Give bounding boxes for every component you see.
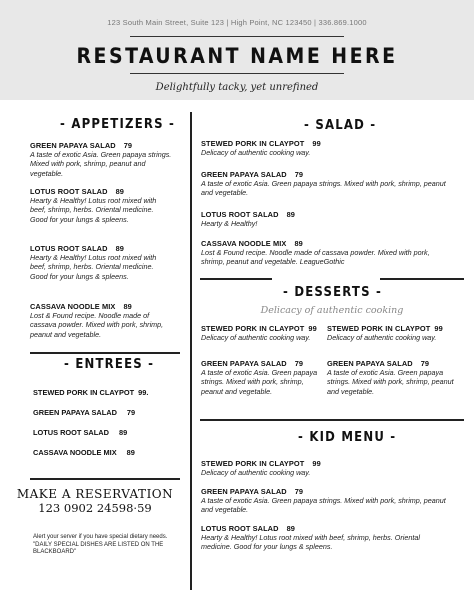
item-price: 89 bbox=[115, 187, 124, 196]
appetizer-item bbox=[30, 187, 170, 224]
entrees-heading: - ENTREES - bbox=[64, 357, 155, 372]
item-name: STEWED PORK IN CLAYPOT bbox=[327, 324, 431, 333]
item-price: 79 bbox=[294, 170, 304, 179]
appetizer-item bbox=[30, 302, 170, 339]
item-name: CASSAVA NOODLE MIX bbox=[30, 302, 116, 311]
item-desc: Delicacy of authentic cooking way. bbox=[201, 333, 311, 343]
entree-item bbox=[33, 388, 148, 397]
header-rule-top bbox=[130, 36, 344, 37]
item-name: STEWED PORK IN CLAYPOT bbox=[201, 459, 305, 468]
kid-menu-rule bbox=[200, 419, 464, 421]
entrees-rule bbox=[30, 352, 180, 354]
item-desc: Lost & Found recipe. Noodle made of cassava powder. Mixed with pork, shrimp, peanut and vegetable. LeagueGothic bbox=[201, 248, 430, 267]
item-price: 79 bbox=[420, 359, 430, 368]
salad-heading: - SALAD - bbox=[304, 118, 377, 133]
dessert-item bbox=[327, 359, 455, 396]
desserts-subtitle: Delicacy of authentic cooking bbox=[260, 305, 404, 316]
item-price: 79 bbox=[294, 359, 304, 368]
item-name: GREEN PAPAYA SALAD bbox=[201, 170, 287, 179]
item-desc: Delicacy of authentic cooking way. bbox=[201, 148, 311, 158]
item-name: STEWED PORK IN CLAYPOT bbox=[33, 388, 135, 397]
item-price: 89 bbox=[286, 524, 295, 533]
item-price: 99 bbox=[312, 139, 321, 148]
kid-menu-item bbox=[201, 459, 451, 477]
entree-item bbox=[33, 408, 135, 417]
restaurant-name: RESTAURANT NAME HERE bbox=[76, 44, 398, 68]
item-name: CASSAVA NOODLE MIX bbox=[33, 448, 117, 457]
item-name: STEWED PORK IN CLAYPOT bbox=[201, 324, 305, 333]
item-price: 99 bbox=[312, 459, 321, 468]
item-name: LOTUS ROOT SALAD bbox=[30, 187, 108, 196]
item-name: GREEN PAPAYA SALAD bbox=[30, 141, 116, 150]
item-price: 79 bbox=[294, 487, 304, 496]
desserts-rule-right bbox=[380, 278, 464, 280]
desserts-heading: - DESSERTS - bbox=[283, 285, 383, 300]
item-desc: Hearty & Healthy! bbox=[201, 219, 258, 229]
salad-item bbox=[201, 210, 451, 228]
item-desc: A taste of exotic Asia. Green papaya strings. Mixed with pork, shrimp, peanut and vegetable. bbox=[30, 150, 172, 178]
item-name: LOTUS ROOT SALAD bbox=[33, 428, 109, 437]
item-desc: A taste of exotic Asia. Green papaya strings. Mixed with pork, shrimp, peanut and vegetable. bbox=[327, 368, 454, 396]
dessert-item bbox=[201, 324, 323, 342]
item-price: 99 bbox=[308, 324, 317, 333]
salad-item bbox=[201, 139, 451, 157]
item-price: 79 bbox=[126, 408, 136, 417]
kid-menu-item bbox=[201, 524, 451, 552]
dessert-item bbox=[327, 324, 457, 342]
item-price: 89 bbox=[123, 302, 132, 311]
item-price: 99. bbox=[138, 388, 149, 397]
kid-menu-heading: - KID MENU - bbox=[298, 430, 397, 445]
salad-item bbox=[201, 170, 453, 198]
item-desc: A taste of exotic Asia. Green papaya strings. Mixed with pork, shrimp, peanut and vegetable. bbox=[201, 179, 446, 198]
item-desc: Hearty & Healthy! Lotus root mixed with beef, shrimp, herbs. Oriental medicine. Good for your lungs & spleens. bbox=[30, 196, 157, 224]
item-price: 99 bbox=[434, 324, 443, 333]
item-desc: Hearty & Healthy! Lotus root mixed with beef, shrimp, herbs. Oriental medicine. Good for your lungs & spleens. bbox=[30, 253, 157, 281]
contact-info: 123 South Main Street, Suite 123 | High Point, NC 123450 | 336.869.1000 bbox=[107, 18, 367, 27]
reservation-title: MAKE A RESERVATION bbox=[16, 487, 174, 501]
item-desc: A taste of exotic Asia. Green papaya strings. Mixed with pork, shrimp, peanut and vegetable. bbox=[201, 496, 446, 515]
appetizers-heading: - APPETIZERS - bbox=[60, 117, 176, 132]
item-price: 89 bbox=[126, 448, 135, 457]
salad-item bbox=[201, 239, 453, 267]
item-price: 89 bbox=[286, 210, 295, 219]
item-price: 89 bbox=[118, 428, 128, 437]
dessert-item bbox=[201, 359, 321, 396]
kid-menu-item bbox=[201, 487, 451, 515]
item-name: CASSAVA NOODLE MIX bbox=[201, 239, 287, 248]
item-name: GREEN PAPAYA SALAD bbox=[201, 359, 287, 368]
item-name: LOTUS ROOT SALAD bbox=[30, 244, 108, 253]
item-name: GREEN PAPAYA SALAD bbox=[201, 487, 287, 496]
header-rule-bottom bbox=[130, 73, 344, 74]
item-price: 89 bbox=[294, 239, 303, 248]
item-desc: Lost & Found recipe. Noodle made of cassava powder. Mixed with pork, shrimp, peanut and vegetable. bbox=[30, 311, 164, 339]
entree-item bbox=[33, 428, 127, 437]
item-desc: A taste of exotic Asia. Green papaya strings. Mixed with pork, shrimp, peanut and vegetable. bbox=[201, 368, 318, 396]
item-name: GREEN PAPAYA SALAD bbox=[327, 359, 413, 368]
item-name: LOTUS ROOT SALAD bbox=[201, 210, 279, 219]
desserts-rule-left bbox=[200, 278, 272, 280]
entree-item bbox=[33, 448, 135, 457]
item-desc: Delicacy of authentic cooking way. bbox=[327, 333, 437, 343]
appetizer-item bbox=[30, 141, 180, 178]
item-name: STEWED PORK IN CLAYPOT bbox=[201, 139, 305, 148]
item-desc: Hearty & Healthy! Lotus root mixed with beef, shrimp, herbs. Oriental medicine. Good for your lungs & spleens. bbox=[201, 533, 420, 552]
column-divider bbox=[190, 112, 192, 590]
tagline: Delightfully tacky, yet unrefined bbox=[155, 82, 319, 93]
reservation-phone: 123 0902 24598·59 bbox=[38, 501, 152, 515]
appetizer-item bbox=[30, 244, 170, 281]
item-price: 79 bbox=[123, 141, 133, 150]
item-desc: Delicacy of authentic cooking way. bbox=[201, 468, 311, 478]
item-price: 89 bbox=[115, 244, 124, 253]
reservation-rule bbox=[30, 478, 180, 480]
dietary-note: Alert your server if you have special dietary needs. "DAILY SPECIAL DISHES ARE LISTED ON THE BLACKBOARD" bbox=[33, 534, 168, 555]
item-name: LOTUS ROOT SALAD bbox=[201, 524, 279, 533]
item-name: GREEN PAPAYA SALAD bbox=[33, 408, 117, 417]
